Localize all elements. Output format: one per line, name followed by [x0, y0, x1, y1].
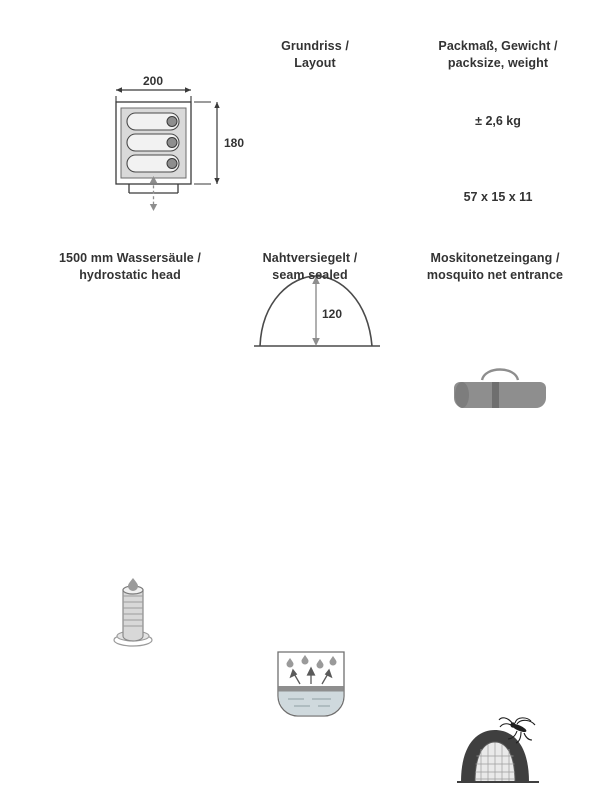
mosquito-caption-line1: Moskitonetzeingang / [430, 251, 560, 265]
hydrostatic-caption-line1: 1500 mm Wassersäule / [59, 251, 201, 265]
hydrostatic-panel [105, 578, 161, 650]
packsize-weight: ± 2,6 kg [475, 114, 521, 128]
rain-on-seam-icon [276, 650, 346, 718]
seam-sealed-caption [240, 250, 380, 290]
hydrostatic-caption-line2: hydrostatic head [79, 268, 181, 282]
hydrostatic-caption [20, 250, 240, 290]
layout-caption [245, 38, 385, 78]
floorplan-depth-label: 180 [224, 136, 245, 150]
floorplan-panel [28, 72, 258, 212]
mosquito-caption-line2: mosquito net entrance [426, 268, 564, 282]
packsize-caption-line2: packsize, weight [447, 56, 549, 70]
seam-sealed-panel [276, 650, 346, 718]
packsize-panel [452, 362, 548, 414]
layout-height-label: 120 [322, 307, 343, 321]
packsize-dimensions: 57 x 15 x 11 [463, 190, 533, 204]
layout-caption-line2: Layout [294, 56, 336, 70]
tent-floorplan-icon [28, 72, 258, 212]
seam-caption-line2: seam sealed [272, 268, 348, 282]
water-column-icon [105, 578, 161, 650]
layout-caption-line1: Grundriss / [281, 39, 349, 53]
seam-caption-line1: Nahtversiegelt / [262, 251, 358, 265]
mosquito-panel [455, 716, 541, 788]
packsize-caption-line1: Packmaß, Gewicht / [438, 39, 558, 53]
duffel-bag-icon [452, 362, 548, 414]
floorplan-width-label: 200 [142, 74, 164, 88]
packsize-caption [408, 38, 588, 78]
mosquito-tent-icon [455, 716, 541, 788]
sleeper-mats [127, 113, 179, 172]
mosquito-caption [395, 250, 595, 290]
